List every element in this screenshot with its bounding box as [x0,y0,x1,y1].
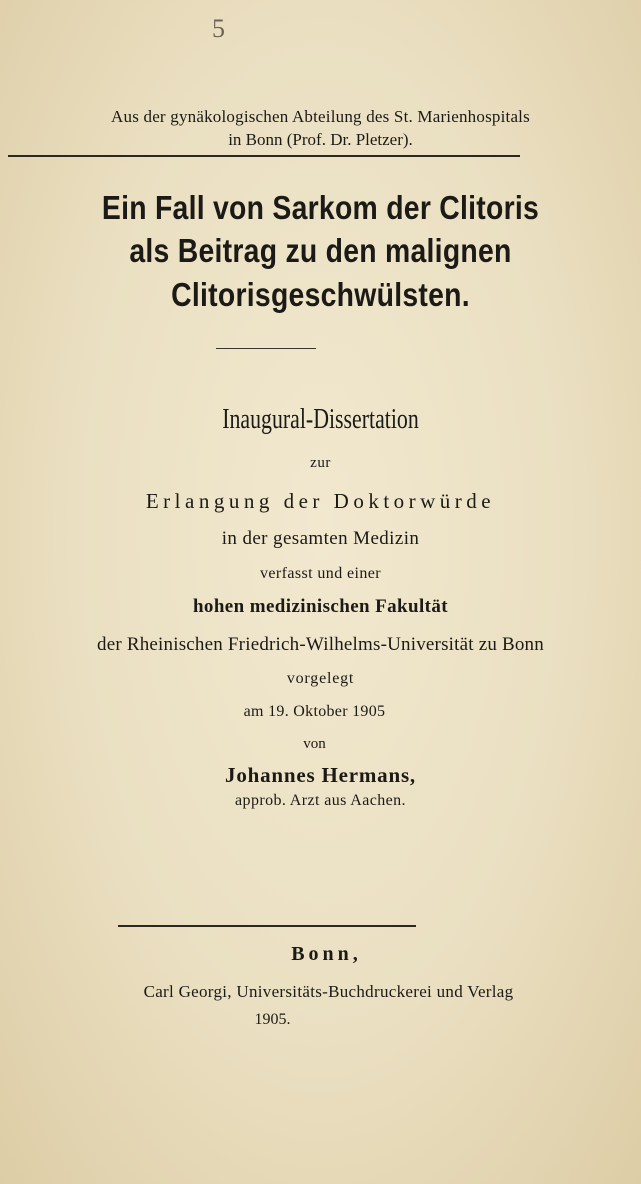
date-text: am 19. Oktober 1905 [243,703,386,720]
zur-text: zur [310,455,331,471]
fakultaet-text: hohen medizinischen Fakultät [192,596,449,617]
vorgelegt-text: vorgelegt [286,670,355,687]
imprint-publisher: Carl Georgi, Universitäts-Buchdruckerei und Verlag [143,982,514,1001]
verfasst-text: verfasst und einer [260,565,381,582]
title-line-1: Ein Fall von Sarkom der Clitoris [101,189,540,226]
top-divider [8,155,520,157]
author-name: Johannes Hermans, [225,763,416,787]
header-line-1: Aus der gynäkologischen Abteilung des St. Marienhospitals [111,107,530,126]
imprint-place: Bonn, [291,943,362,965]
medizin-text: in der gesamten Medizin [221,528,420,549]
dissertation-heading: Inaugural-Dissertation [222,404,419,435]
header-line-2: in Bonn (Prof. Dr. Pletzer). [228,130,413,149]
imprint-year: 1905. [254,1011,291,1028]
erlangung-text: Erlangung der Doktorwürde [145,489,496,513]
bottom-divider [118,925,416,927]
von-text: von [303,736,326,752]
author-credentials: approb. Arzt aus Aachen. [235,792,406,809]
universitaet-text: der Rheinischen Friedrich-Wilhelms-Universität zu Bonn [97,634,544,655]
page-mark: 5 [212,14,225,43]
title-line-3: Clitorisgeschwülsten. [171,276,470,313]
title-line-2: als Beitrag zu den malignen [129,232,512,269]
middle-divider [216,348,316,349]
